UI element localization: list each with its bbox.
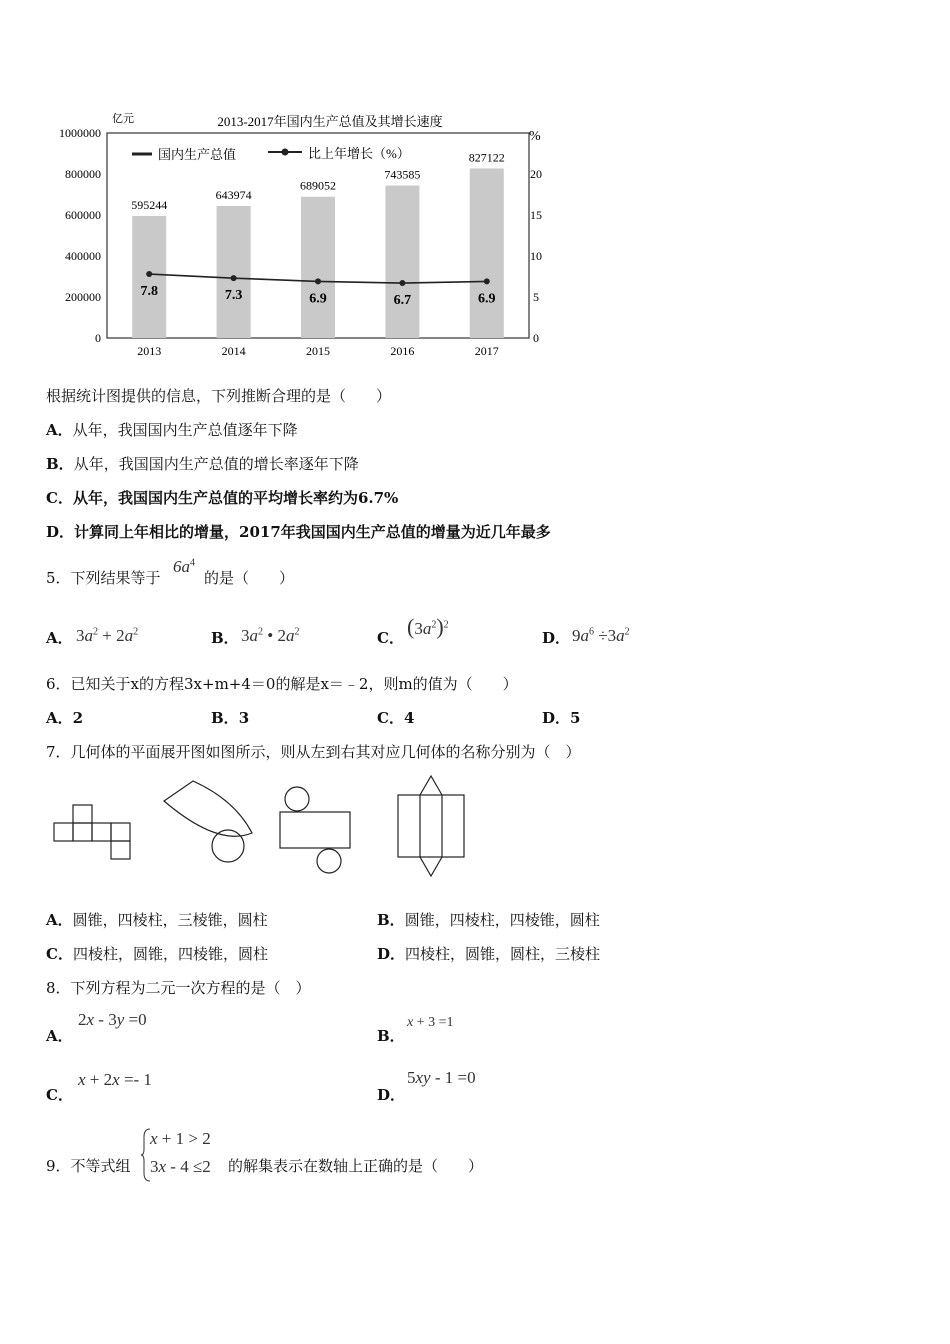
y-right-tick-0: 20: [530, 167, 542, 181]
q5-expression: $6a^4$: [173, 557, 195, 576]
bar-label-2016: 743585: [384, 167, 421, 182]
q6-number: 6．: [46, 675, 71, 693]
q6-option-b-text: 3: [238, 709, 250, 727]
x-tick-labels: [137, 344, 499, 358]
bar-label-2017: 827122: [468, 150, 505, 165]
y-left-ticks: [59, 126, 101, 345]
net-cone-icon: [164, 780, 252, 862]
q8-option-c-label[interactable]: C．: [46, 1086, 73, 1104]
q7-option-b-label: B．: [377, 911, 405, 929]
q7-stem-text: 几何体的平面展开图如图所示，则从左到右其对应几何体的名称分别为（ ）: [70, 743, 581, 761]
q8-option-a-label[interactable]: A．: [46, 1027, 73, 1045]
q5-option-c-label[interactable]: C．: [377, 629, 404, 647]
q9-number: 9．: [46, 1157, 71, 1175]
q5-stem-b: 的是（ ）: [204, 569, 295, 587]
q5-number: 5．: [46, 569, 71, 587]
q6-option-d[interactable]: [542, 707, 580, 728]
bar-label-2013: 595244: [131, 197, 168, 212]
q7-option-a[interactable]: [46, 909, 268, 930]
q8-option-d-expr[interactable]: 5xy - 1 =0: [407, 1068, 476, 1087]
q7-stem: [46, 741, 581, 762]
growth-label-2016: 6.7: [393, 293, 412, 309]
q7-option-b-text: 圆锥，四棱柱，四棱锥，圆柱: [404, 911, 600, 929]
bar-2015: [301, 197, 335, 338]
bar-2016: [385, 186, 419, 338]
q5-option-d-label[interactable]: D．: [542, 629, 571, 647]
q6-option-c-label: C．: [377, 709, 404, 727]
q5-option-a-expr[interactable]: $3a^2 + 2a^2$: [76, 626, 139, 645]
q4-option-b[interactable]: [46, 453, 359, 474]
gdp-chart: [40, 100, 560, 365]
q7-option-c[interactable]: [46, 943, 268, 964]
q7-option-d[interactable]: [377, 943, 600, 964]
q5-option-b-label[interactable]: B．: [211, 629, 239, 647]
x-tick-2015: 2015: [306, 344, 330, 358]
q6-option-b-label: B．: [211, 709, 239, 727]
q4-option-d-text: 计算同上年相比的增量，2017年我国国内生产总值的增量为近几年最多: [74, 523, 551, 541]
q4-option-a-text: 从年，我国国内生产总值逐年下降: [72, 421, 298, 439]
bar-2017: [470, 168, 504, 338]
q4-option-c-text: 从年，我国国内生产总值的平均增长率约为6.7%: [72, 489, 399, 507]
q8-stem-text: 下列方程为二元一次方程的是（ ）: [70, 979, 311, 997]
q6-option-d-label: D．: [542, 709, 571, 727]
q7-option-d-text: 四棱柱，圆锥，圆柱，三棱柱: [405, 945, 601, 963]
x-tick-2014: 2014: [221, 344, 246, 358]
q4-option-b-label: B．: [46, 455, 74, 473]
q4-stem: 根据统计图提供的信息，下列推断合理的是（ ）: [46, 387, 392, 405]
growth-label-2013: 7.8: [140, 284, 158, 300]
growth-point-2017: [484, 278, 490, 284]
x-tick-2017: 2017: [474, 344, 499, 358]
growth-point-2014: [231, 275, 237, 281]
x-tick-2016: 2016: [390, 344, 415, 358]
q4-option-d[interactable]: [46, 521, 551, 542]
q5-option-c-expr[interactable]: $(3a^2)^2$: [407, 614, 449, 639]
q7-number: 7．: [46, 743, 71, 761]
q5-option-b-expr[interactable]: $3a^2$ • $2a^2$: [241, 626, 300, 645]
q8-option-c-expr[interactable]: x + 2x =- 1: [78, 1070, 152, 1089]
legend-bar-label: 国内生产总值: [158, 147, 237, 162]
y-left-tick-3: 400000: [65, 249, 101, 263]
y-left-tick-1: 800000: [65, 167, 101, 181]
y-right-tick-4: 0: [533, 331, 539, 345]
legend-line-marker: [282, 149, 289, 156]
q6-option-c[interactable]: [377, 707, 414, 728]
q6-option-d-text: 5: [570, 709, 581, 727]
q9-stem-a: 不等式组: [70, 1157, 131, 1175]
growth-label-2015: 6.9: [309, 291, 327, 307]
q7-option-a-text: 圆锥，四棱柱，三棱锥，圆柱: [72, 911, 268, 929]
q6-option-a-text: 2: [72, 709, 84, 727]
q6-stem-text: 已知关于x的方程3x+m+4＝0的解是x＝﹣2，则m的值为（ ）: [70, 675, 518, 693]
q8-option-d-label[interactable]: D．: [377, 1086, 406, 1104]
legend-line-label: 比上年增长（%）: [308, 146, 410, 161]
q8-option-b-expr[interactable]: x + 3 =1: [407, 1015, 454, 1030]
q7-nets-figure: [40, 775, 480, 885]
q5-stem-a: 下列结果等于: [70, 569, 161, 587]
q7-option-c-text: 四棱柱，圆锥，四棱锥，圆柱: [72, 945, 268, 963]
q8-option-b-label[interactable]: B．: [377, 1027, 405, 1045]
q4-option-c-label: C．: [46, 489, 73, 507]
q8-number: 8．: [46, 979, 71, 997]
q5-stem: [46, 567, 161, 588]
growth-point-2015: [315, 278, 321, 284]
chart-title: 2013-2017年国内生产总值及其增长速度: [217, 114, 443, 129]
q8-option-a-expr[interactable]: 2x - 3y =0: [78, 1010, 147, 1029]
y-left-tick-0: 1000000: [59, 126, 101, 140]
right-unit: %: [529, 129, 541, 144]
left-unit: 亿元: [112, 113, 134, 125]
y-right-tick-3: 5: [533, 290, 539, 304]
growth-point-2016: [399, 280, 405, 286]
x-tick-2013: 2013: [137, 344, 162, 358]
q6-option-a-label: A．: [46, 709, 73, 727]
q7-option-b[interactable]: [377, 909, 600, 930]
bar-label-2015: 689052: [300, 178, 336, 193]
q4-option-c[interactable]: [46, 487, 398, 508]
q7-option-c-label: C．: [46, 945, 73, 963]
y-right-ticks: [530, 167, 542, 345]
y-left-tick-2: 600000: [65, 208, 101, 222]
y-right-tick-1: 15: [530, 208, 542, 222]
q9-inequality-1: x + 1 > 2: [150, 1129, 211, 1148]
q8-stem: [46, 977, 311, 998]
q9-stem-a-line: [46, 1155, 131, 1176]
q6-option-b[interactable]: [211, 707, 249, 728]
q4-option-b-text: 从年，我国国内生产总值的增长率逐年下降: [73, 455, 359, 473]
q4-option-d-label: D．: [46, 523, 75, 541]
y-left-tick-5: 0: [95, 331, 101, 345]
q6-stem: [46, 673, 518, 694]
growth-point-2013: [146, 271, 152, 277]
net-prism-icon: [398, 776, 464, 876]
q7-option-a-label: A．: [46, 911, 73, 929]
q9-inequality-2: 3x - 4 ≤2: [150, 1157, 211, 1176]
bar-label-2014: 643974: [215, 187, 252, 202]
growth-label-2017: 6.9: [478, 291, 496, 307]
q4-option-a-label: A．: [46, 421, 73, 439]
q6-option-c-text: 4: [403, 709, 415, 727]
q5-option-a-label[interactable]: A．: [46, 629, 73, 647]
q7-option-d-label: D．: [377, 945, 406, 963]
bar-2014: [217, 206, 251, 338]
growth-label-2014: 7.3: [224, 288, 243, 304]
q5-option-d-expr[interactable]: $9a^6 \div 3a^2$: [572, 626, 630, 645]
y-left-tick-4: 200000: [65, 290, 101, 304]
q4-option-a[interactable]: [46, 419, 298, 440]
net-cylinder-icon: [280, 787, 350, 873]
q9-stem-b: 的解集表示在数轴上正确的是（ ）: [228, 1157, 484, 1175]
net-cube-icon: [54, 805, 130, 859]
q6-option-a[interactable]: [46, 707, 83, 728]
y-right-tick-2: 10: [530, 249, 542, 263]
